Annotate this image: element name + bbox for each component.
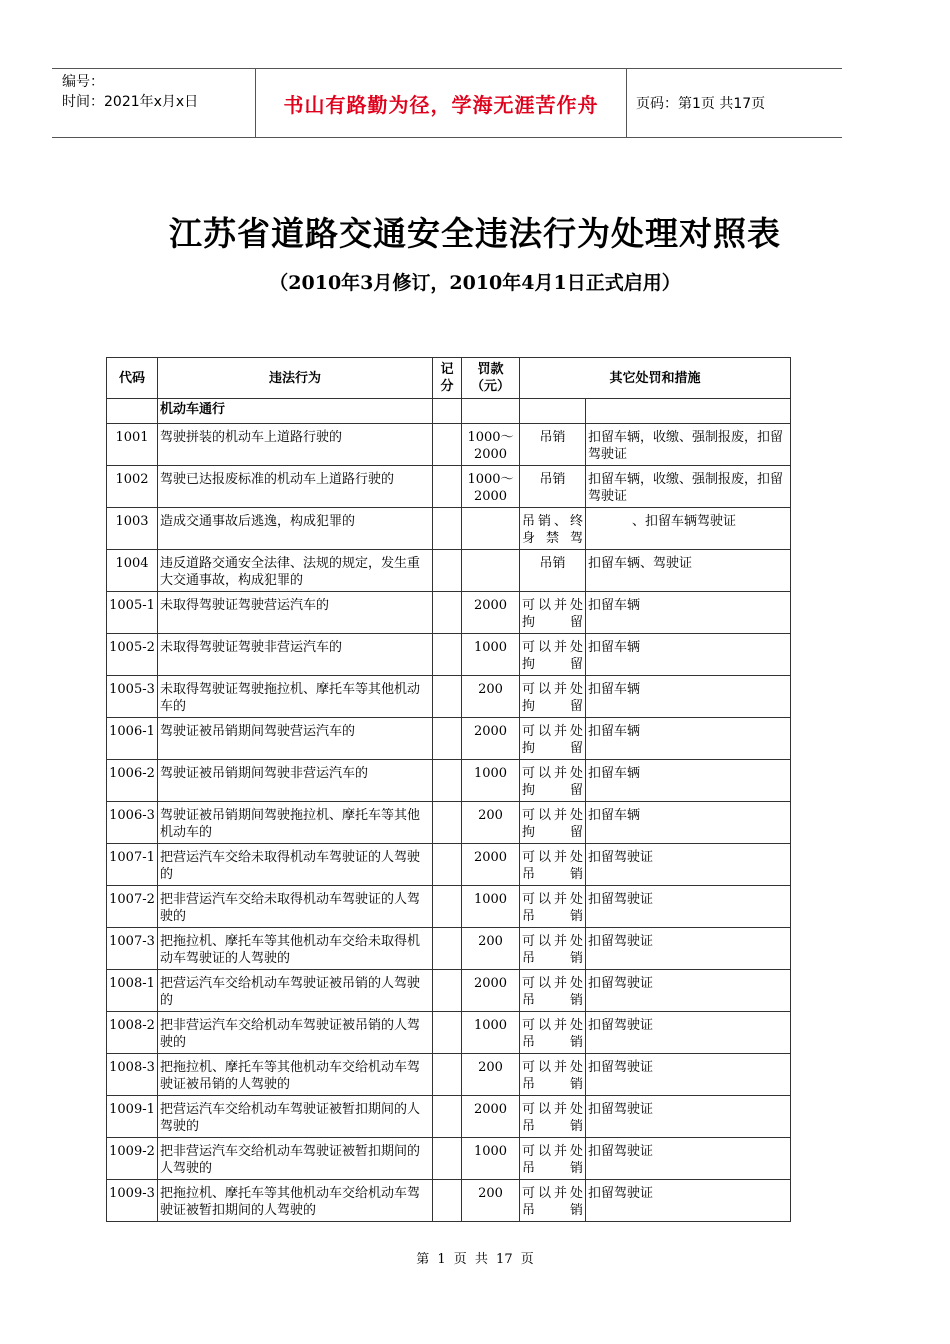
table-row [107,466,791,508]
row-points [433,1054,462,1096]
row-measure: 扣留车辆 [586,802,791,844]
row-fine: 1000 [462,1138,520,1180]
section-row [107,399,791,424]
row-fine: 1000 [462,634,520,676]
row-act: 把营运汽车交给机动车驾驶证被吊销的人驾驶的 [158,970,433,1012]
row-points [433,886,462,928]
row-fine: 200 [462,1180,520,1222]
document-header [52,68,842,138]
row-points [433,634,462,676]
row-code: 1009-3 [107,1180,158,1222]
row-code: 1006-3 [107,802,158,844]
row-fine: 2000 [462,844,520,886]
number-label: 编号： [62,74,104,90]
row-act: 未取得驾驶证驾驶非营运汽车的 [158,634,433,676]
row-code: 1008-2 [107,1012,158,1054]
time-label: 时间：2021年x月x日 [62,94,199,110]
row-act: 驾驶证被吊销期间驾驶非营运汽车的 [158,760,433,802]
table-row [107,508,791,550]
row-penalty: 可以并处吊销 [520,844,586,886]
header-slogan: 书山有路勤为径，学海无涯苦作舟 [255,69,627,137]
header-code: 代码 [107,358,158,399]
row-points [433,508,462,550]
row-code: 1005-2 [107,634,158,676]
row-penalty: 可以并处拘留 [520,802,586,844]
row-penalty: 可以并处吊销 [520,928,586,970]
table-row [107,886,791,928]
row-fine: 2000 [462,1096,520,1138]
table-row [107,424,791,466]
row-measure: 扣留车辆 [586,592,791,634]
row-points [433,676,462,718]
row-act: 驾驶拼装的机动车上道路行驶的 [158,424,433,466]
row-fine: 1000 [462,886,520,928]
row-fine: 200 [462,676,520,718]
row-penalty: 吊销 [520,550,586,592]
row-act: 把非营运汽车交给机动车驾驶证被吊销的人驾驶的 [158,1012,433,1054]
row-penalty: 可以并处吊销 [520,970,586,1012]
row-act: 未取得驾驶证驾驶拖拉机、摩托车等其他机动车的 [158,676,433,718]
row-code: 1008-3 [107,1054,158,1096]
table-row [107,970,791,1012]
header-act: 违法行为 [158,358,433,399]
row-measure: 扣留驾驶证 [586,1012,791,1054]
row-act: 把拖拉机、摩托车等其他机动车交给机动车驾驶证被吊销的人驾驶的 [158,1054,433,1096]
row-penalty: 可以并处吊销 [520,1096,586,1138]
row-points [433,550,462,592]
header-other: 其它处罚和措施 [520,358,791,399]
row-measure: 扣留驾驶证 [586,1138,791,1180]
row-act: 违反道路交通安全法律、法规的规定，发生重大交通事故，构成犯罪的 [158,550,433,592]
row-measure: 扣留驾驶证 [586,1180,791,1222]
row-points [433,592,462,634]
row-fine: 200 [462,802,520,844]
row-act: 驾驶证被吊销期间驾驶营运汽车的 [158,718,433,760]
violation-table [106,357,791,1222]
table-body [107,399,791,1222]
row-measure: 扣留驾驶证 [586,886,791,928]
row-points [433,1096,462,1138]
row-measure: 扣留车辆 [586,676,791,718]
row-measure: 扣留驾驶证 [586,970,791,1012]
document-title: 江苏省道路交通安全违法行为处理对照表 [169,214,781,253]
row-act: 把非营运汽车交给机动车驾驶证被暂扣期间的人驾驶的 [158,1138,433,1180]
page-footer: 第 1 页 共 17 页 [416,1252,534,1267]
row-fine: 1000～2000 [462,466,520,508]
row-fine [462,508,520,550]
row-penalty: 可以并处拘留 [520,718,586,760]
row-act: 把营运汽车交给机动车驾驶证被暂扣期间的人驾驶的 [158,1096,433,1138]
row-penalty: 可以并处吊销 [520,886,586,928]
row-measure: 扣留车辆，收缴、强制报废，扣留驾驶证 [586,424,791,466]
row-penalty: 吊销 [520,466,586,508]
row-act: 造成交通事故后逃逸，构成犯罪的 [158,508,433,550]
row-act: 未取得驾驶证驾驶营运汽车的 [158,592,433,634]
table-row [107,928,791,970]
row-code: 1009-2 [107,1138,158,1180]
row-code: 1009-1 [107,1096,158,1138]
row-code: 1003 [107,508,158,550]
table-row [107,1054,791,1096]
document-subtitle: （2010年3月修订，2010年4月1日正式启用） [269,272,681,294]
row-points [433,718,462,760]
row-measure: 扣留车辆 [586,760,791,802]
table-row [107,1096,791,1138]
row-fine: 200 [462,928,520,970]
row-code: 1005-3 [107,676,158,718]
row-fine: 2000 [462,592,520,634]
table-row [107,1138,791,1180]
table-row [107,802,791,844]
header-page-label: 页码：第1页 共17页 [636,96,766,112]
table-row [107,550,791,592]
row-measure: 扣留驾驶证 [586,928,791,970]
row-points [433,970,462,1012]
row-points [433,1180,462,1222]
row-measure: 扣留车辆，收缴、强制报废，扣留驾驶证 [586,466,791,508]
row-fine: 1000 [462,760,520,802]
row-measure: 扣留驾驶证 [586,1054,791,1096]
header-fine: 罚款（元） [462,358,520,399]
table-row [107,676,791,718]
row-code: 1004 [107,550,158,592]
row-act: 把拖拉机、摩托车等其他机动车交给机动车驾驶证被暂扣期间的人驾驶的 [158,1180,433,1222]
row-act: 驾驶证被吊销期间驾驶拖拉机、摩托车等其他机动车的 [158,802,433,844]
row-fine: 200 [462,1054,520,1096]
header-points: 记分 [433,358,462,399]
row-points [433,466,462,508]
row-penalty: 可以并处拘留 [520,760,586,802]
row-measure: 扣留驾驶证 [586,1096,791,1138]
row-penalty: 可以并处吊销 [520,1012,586,1054]
row-points [433,844,462,886]
table-row [107,844,791,886]
row-act: 驾驶已达报废标准的机动车上道路行驶的 [158,466,433,508]
row-points [433,1138,462,1180]
row-act: 把非营运汽车交给未取得机动车驾驶证的人驾驶的 [158,886,433,928]
row-code: 1007-1 [107,844,158,886]
row-penalty: 吊销、终身禁驾 [520,508,586,550]
row-penalty: 可以并处吊销 [520,1054,586,1096]
row-penalty: 可以并处吊销 [520,1180,586,1222]
table-row [107,1012,791,1054]
table-header-row [107,358,791,399]
table-row [107,1180,791,1222]
row-points [433,760,462,802]
table-row [107,634,791,676]
row-fine: 1000～2000 [462,424,520,466]
row-fine: 1000 [462,1012,520,1054]
row-measure: 、扣留车辆驾驶证 [586,508,791,550]
row-measure: 扣留车辆、驾驶证 [586,550,791,592]
row-penalty: 吊销 [520,424,586,466]
row-code: 1006-1 [107,718,158,760]
row-points [433,802,462,844]
row-code: 1002 [107,466,158,508]
table-row [107,760,791,802]
row-code: 1001 [107,424,158,466]
row-points [433,424,462,466]
row-act: 把营运汽车交给未取得机动车驾驶证的人驾驶的 [158,844,433,886]
row-code: 1006-2 [107,760,158,802]
row-fine: 2000 [462,718,520,760]
row-fine [462,550,520,592]
row-penalty: 可以并处拘留 [520,634,586,676]
row-code: 1007-2 [107,886,158,928]
row-measure: 扣留车辆 [586,634,791,676]
row-code: 1005-1 [107,592,158,634]
table-row [107,718,791,760]
row-penalty: 可以并处拘留 [520,676,586,718]
row-points [433,928,462,970]
row-fine: 2000 [462,970,520,1012]
row-act: 把拖拉机、摩托车等其他机动车交给未取得机动车驾驶证的人驾驶的 [158,928,433,970]
row-measure: 扣留车辆 [586,718,791,760]
header-meta [62,72,198,112]
row-code: 1007-3 [107,928,158,970]
row-penalty: 可以并处吊销 [520,1138,586,1180]
row-measure: 扣留驾驶证 [586,844,791,886]
row-points [433,1012,462,1054]
row-penalty: 可以并处拘留 [520,592,586,634]
table-row [107,592,791,634]
section-title: 机动车通行 [158,399,433,424]
row-code: 1008-1 [107,970,158,1012]
